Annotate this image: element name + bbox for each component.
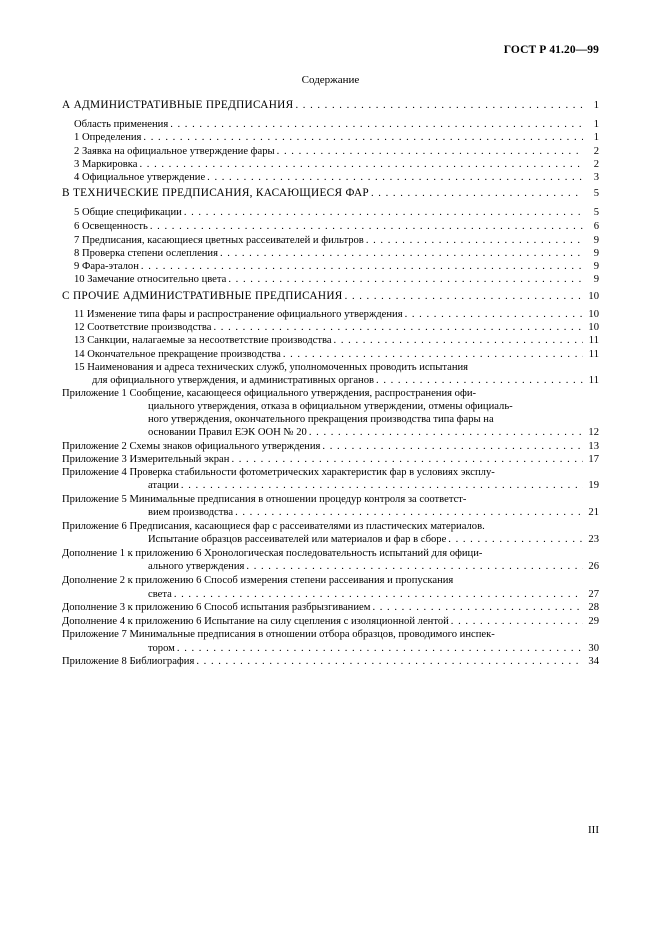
toc-entry-page: 10 <box>588 322 599 333</box>
toc-entry <box>148 426 599 439</box>
toc-entry-label: для официального утверждения, и административных органов <box>92 375 375 386</box>
page-number: III <box>588 824 599 836</box>
toc-entry <box>74 348 599 361</box>
toc-entry <box>62 655 599 668</box>
toc-entry-page: 10 <box>588 291 599 302</box>
toc-entry <box>74 118 599 131</box>
toc-entry-page: 17 <box>588 454 599 465</box>
toc-entry-label: Приложение 8 Библиография <box>62 656 195 667</box>
toc-entry-page: 27 <box>588 589 599 600</box>
toc-entry-label: С ПРОЧИЕ АДМИНИСТРАТИВНЫЕ ПРЕДПИСАНИЯ <box>62 290 343 302</box>
toc-entry-label: ального утверждения <box>148 561 245 572</box>
dot-leader <box>448 533 583 546</box>
toc-entry-page: 5 <box>593 207 599 218</box>
running-header: ГОСТ Р 41.20—99 <box>503 44 599 56</box>
toc-title: Содержание <box>301 74 360 86</box>
dot-leader <box>371 187 583 200</box>
toc-entry-label: 10 Замечание относительно цвета <box>74 274 227 285</box>
toc-entry-page: 9 <box>593 261 599 272</box>
toc-entry-label: 12 Соответствие производства <box>74 322 212 333</box>
toc-entry-page: 9 <box>593 235 599 246</box>
dot-leader <box>177 642 583 655</box>
toc-entry-page: 9 <box>593 248 599 259</box>
toc-entry: Приложение 1 Сообщение, касающееся официального утверждения, распространения офи- <box>62 388 477 399</box>
dot-leader <box>366 234 583 247</box>
toc-entry <box>74 273 599 286</box>
dot-leader <box>141 260 583 273</box>
toc-entry-label: тором <box>148 643 175 654</box>
toc-entry <box>74 321 599 334</box>
dot-leader <box>231 453 583 466</box>
dot-leader <box>170 118 583 131</box>
toc-entry-page: 3 <box>593 172 599 183</box>
toc-entry <box>74 234 599 247</box>
toc-entry-page: 19 <box>588 480 599 491</box>
toc-entry-label: света <box>148 589 172 600</box>
toc-entry-label: основании Правил ЕЭК ООН № 20 <box>148 427 307 438</box>
dot-leader <box>213 321 583 334</box>
toc-entry-page: 13 <box>588 441 599 452</box>
toc-entry-page: 28 <box>588 602 599 613</box>
toc-entry-page: 2 <box>593 146 599 157</box>
dot-leader <box>184 206 583 219</box>
dot-leader <box>196 655 583 668</box>
toc-entry-label: 9 Фара-эталон <box>74 261 139 272</box>
dot-leader <box>322 440 583 453</box>
toc-entry-label: вием производства <box>148 507 234 518</box>
toc-entry-page: 12 <box>588 427 599 438</box>
toc-entry-page: 9 <box>593 274 599 285</box>
dot-leader <box>372 601 583 614</box>
toc-entry-label: Дополнение 3 к приложению 6 Способ испытания разбрызгиванием <box>62 602 371 613</box>
toc-entry-label: 11 Изменение типа фары и распространение официального утверждения <box>74 309 403 320</box>
dot-leader <box>283 348 583 361</box>
toc-entry-page: 11 <box>588 335 599 346</box>
toc-entry <box>148 642 599 655</box>
dot-leader <box>220 247 583 260</box>
dot-leader <box>150 220 583 233</box>
toc-entry-page: 30 <box>588 643 599 654</box>
toc-entry <box>62 187 599 200</box>
toc-entry-page: 29 <box>588 616 599 627</box>
toc-entry-page: 2 <box>593 159 599 170</box>
toc-entry <box>74 334 599 347</box>
dot-leader <box>207 171 583 184</box>
toc-entry-page: 5 <box>593 188 599 199</box>
toc-entry <box>62 290 599 303</box>
dot-leader <box>139 158 583 171</box>
toc-entry-label: 7 Предписания, касающиеся цветных рассеивателей и фильтров <box>74 235 364 246</box>
toc-entry-label: 1 Определения <box>74 132 142 143</box>
toc-entry-page: 1 <box>593 132 599 143</box>
toc-entry-label: Приложение 2 Схемы знаков официального утверждения <box>62 441 321 452</box>
toc-entry <box>148 506 599 519</box>
toc-entry <box>74 220 599 233</box>
toc-entry <box>74 247 599 260</box>
toc-entry <box>62 615 599 628</box>
toc-entry: 15 Наименования и адреса технических служб, уполномоченных проводить испытания <box>74 362 469 373</box>
toc-entry <box>74 308 599 321</box>
toc-entry <box>62 453 599 466</box>
toc-entry-page: 10 <box>588 309 599 320</box>
dot-leader <box>228 273 583 286</box>
toc-entry-page: 11 <box>588 375 599 386</box>
toc-entry-label: 8 Проверка степени ослепления <box>74 248 218 259</box>
toc-entry <box>74 131 599 144</box>
toc-entry-label: 6 Освещенность <box>74 221 148 232</box>
toc-entry-label: 13 Санкции, налагаемые за несоответствие производства <box>74 335 332 346</box>
toc-entry-page: 1 <box>593 100 599 111</box>
toc-entry: Приложение 6 Предписания, касающиеся фар с рассеивателями из пластических материалов. <box>62 521 485 532</box>
dot-leader <box>235 506 583 519</box>
dot-leader <box>309 426 583 439</box>
toc-entry-label: атации <box>148 480 179 491</box>
toc-entry-label: Испытание образцов рассеивателей или материалов и фар в сборе <box>148 534 447 545</box>
toc-entry-label: 14 Окончательное прекращение производства <box>74 349 281 360</box>
toc-entry <box>62 601 599 614</box>
toc-entry <box>92 374 599 387</box>
toc-entry: Дополнение 2 к приложению 6 Способ измерения степени рассеивания и пропускания <box>62 575 454 586</box>
toc-entry: ного утверждения, окончательного прекращения производства типа фары на <box>148 414 494 425</box>
toc-entry-label: 4 Официальное утверждение <box>74 172 206 183</box>
toc-entry <box>148 560 599 573</box>
toc-entry <box>74 145 599 158</box>
toc-entry-label: Область применения <box>74 119 169 130</box>
dot-leader <box>376 374 583 387</box>
dot-leader <box>143 131 583 144</box>
toc-entry-label: 2 Заявка на официальное утверждение фары <box>74 146 275 157</box>
toc-entry-page: 1 <box>593 119 599 130</box>
toc-entry: Приложение 7 Минимальные предписания в отношении отбора образцов, проводимого инспек- <box>62 629 495 640</box>
toc-entry-page: 34 <box>588 656 599 667</box>
dot-leader <box>246 560 583 573</box>
dot-leader <box>181 479 583 492</box>
toc-entry <box>74 158 599 171</box>
toc-entry: Приложение 5 Минимальные предписания в отношении процедур контроля за соответст- <box>62 494 467 505</box>
toc-entry <box>62 99 599 112</box>
dot-leader <box>405 308 583 321</box>
toc-entry <box>62 440 599 453</box>
toc-entry <box>74 260 599 273</box>
toc-entry-label: 3 Маркировка <box>74 159 138 170</box>
toc-entry-page: 6 <box>593 221 599 232</box>
dot-leader <box>345 290 583 303</box>
toc-entry-label: Приложение 3 Измерительный экран <box>62 454 230 465</box>
toc-entry: циального утверждения, отказа в официальном утверждении, отмены официаль- <box>148 401 513 412</box>
toc-entry <box>74 206 599 219</box>
toc-entry-page: 26 <box>588 561 599 572</box>
dot-leader <box>174 588 583 601</box>
dot-leader <box>295 99 583 112</box>
toc-entry-page: 21 <box>588 507 599 518</box>
toc-entry-label: Дополнение 4 к приложению 6 Испытание на силу сцепления с изоляционной лентой <box>62 616 449 627</box>
toc-entry <box>148 533 599 546</box>
toc-entry-label: А АДМИНИСТРАТИВНЫЕ ПРЕДПИСАНИЯ <box>62 99 294 111</box>
toc-entry <box>148 588 599 601</box>
toc-entry-page: 11 <box>588 349 599 360</box>
toc-entry-label: 5 Общие спецификации <box>74 207 182 218</box>
toc-entry: Дополнение 1 к приложению 6 Хронологическая последовательность испытаний для офици- <box>62 548 483 559</box>
toc-entry-label: В ТЕХНИЧЕСКИЕ ПРЕДПИСАНИЯ, КАСАЮЩИЕСЯ ФАР <box>62 187 369 199</box>
dot-leader <box>334 334 583 347</box>
toc-entry: Приложение 4 Проверка стабильности фотометрических характеристик фар в условиях эксплу- <box>62 467 495 478</box>
dot-leader <box>277 145 583 158</box>
toc-entry <box>74 171 599 184</box>
dot-leader <box>451 615 583 628</box>
toc-entry <box>148 479 599 492</box>
toc-entry-page: 23 <box>588 534 599 545</box>
